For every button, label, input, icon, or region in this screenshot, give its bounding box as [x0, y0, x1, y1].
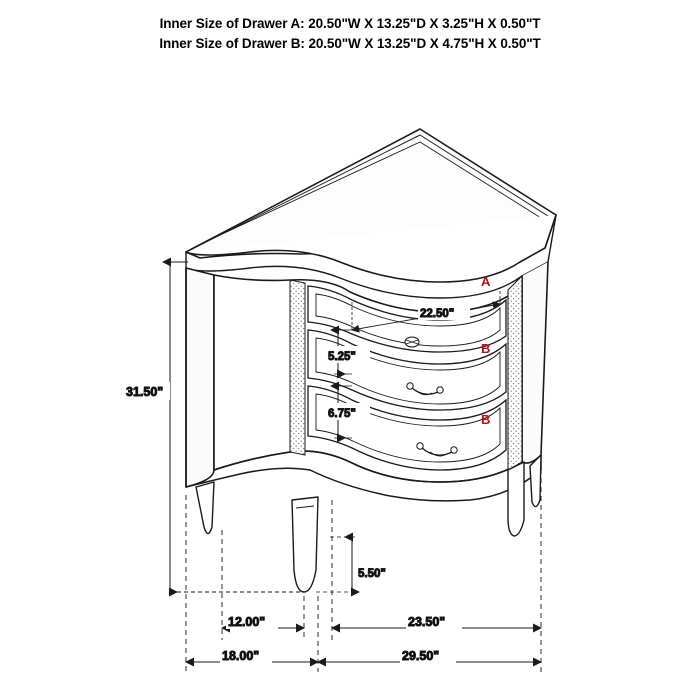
dim-depth-total-label: 18.00" — [222, 649, 260, 663]
leg-left-front — [292, 497, 318, 592]
dim-depth-front-label: 12.00" — [228, 615, 266, 629]
leg-left-rear — [196, 482, 214, 534]
drawer-label-b-middle: B — [481, 341, 491, 356]
dim-width-total-label: 29.50" — [402, 649, 440, 663]
dim-overall-height-label: 31.50" — [126, 385, 164, 399]
dim-width-front — [332, 612, 541, 629]
dim-leg-height — [316, 537, 400, 592]
dim-depth-front — [222, 612, 304, 629]
dim-width-total — [318, 646, 541, 663]
dim-drawer-b-height-label: 6.75" — [328, 408, 356, 420]
drawer-b-spec: Inner Size of Drawer B: 20.50"W X 13.25"D X 4.75"H X 0.50"T — [159, 36, 541, 51]
dim-width-front-label: 23.50" — [408, 615, 446, 629]
drawer-a-handle[interactable] — [405, 337, 419, 347]
dim-drawer-width-label: 22.50" — [420, 308, 455, 320]
dim-depth-total — [186, 646, 318, 663]
dim-leg-height-label: 5.50" — [358, 568, 386, 580]
drawer-a-spec: Inner Size of Drawer A: 20.50"W X 13.25"D X 3.25"H X 0.50"T — [159, 16, 541, 31]
drawer-label-b-bottom: B — [481, 412, 491, 427]
drawer-label-a: A — [481, 274, 491, 289]
dim-drawer-a-height-label: 5.25" — [328, 351, 356, 363]
leg-right-front — [508, 462, 524, 536]
